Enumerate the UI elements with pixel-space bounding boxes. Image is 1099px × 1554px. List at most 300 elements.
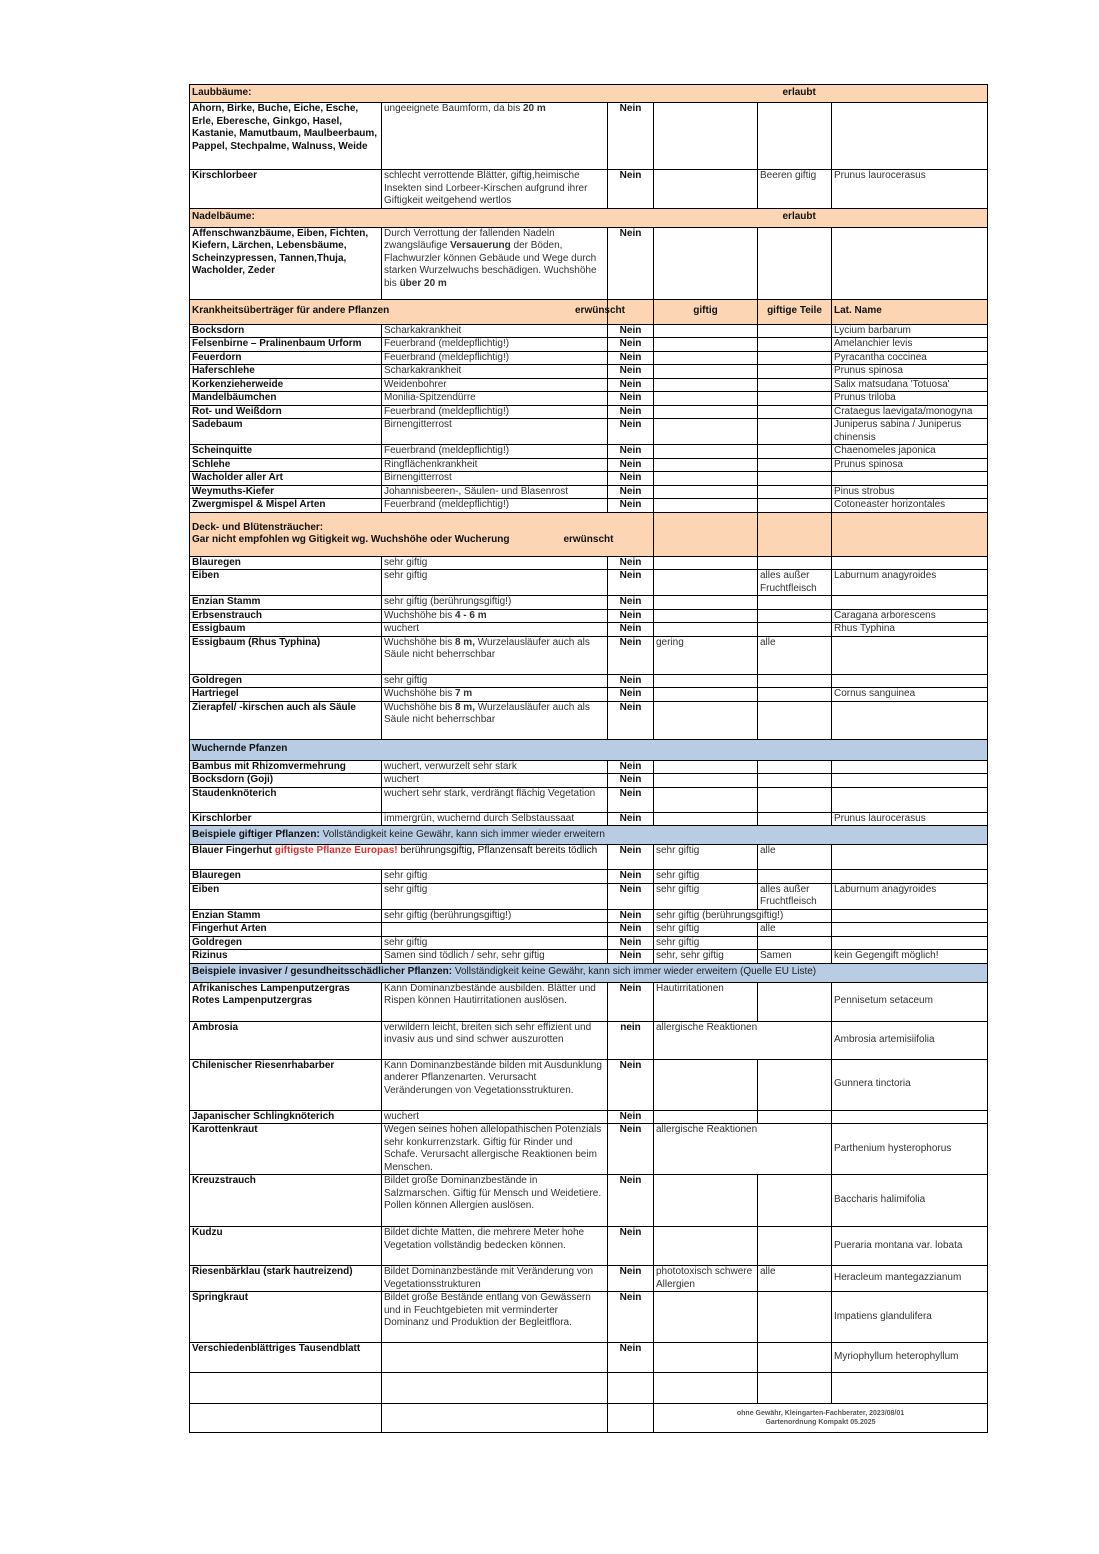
plant-description	[382, 485, 608, 499]
allowed-value: Nein	[608, 499, 654, 513]
toxicity-value: sehr, sehr giftig	[654, 950, 758, 964]
toxic-parts-value	[758, 1292, 832, 1343]
toxic-parts-value: alle	[758, 845, 832, 870]
plant-description	[382, 378, 608, 392]
plant-description	[382, 609, 608, 623]
plant-description	[382, 1266, 608, 1292]
plant-list-table	[189, 84, 988, 1433]
toxicity-value	[654, 701, 758, 739]
allowed-value: Nein	[608, 936, 654, 950]
plant-description	[382, 760, 608, 774]
section-subtitle: Gar nicht empfohlen wg Gitigkeit wg. Wuchshöhe oder Wucherung	[192, 534, 510, 545]
toxicity-value	[654, 351, 758, 365]
plant-name: Kreuzstrauch	[190, 1175, 382, 1227]
plant-name: Korkenzieherweide	[190, 378, 382, 392]
toxicity-value: sehr giftig (berührungsgiftig!)	[654, 909, 832, 923]
plant-name: Hartriegel	[190, 688, 382, 702]
toxic-parts-value: alle	[758, 1266, 832, 1292]
latin-name	[832, 936, 988, 950]
allowed-value: Nein	[608, 870, 654, 884]
plant-name	[190, 845, 608, 870]
plant-row	[190, 392, 988, 406]
latin-name: Baccharis halimifolia	[832, 1175, 988, 1227]
latin-name: Prunus spinosa	[832, 458, 988, 472]
latin-name	[832, 923, 988, 937]
latin-name	[832, 103, 988, 170]
plant-name: Essigbaum (Rhus Typhina)	[190, 636, 382, 674]
footer-line-1: ohne Gewähr, Kleingarten-Fachberater, 2023/08/01	[736, 1410, 905, 1417]
plant-row	[190, 982, 988, 1021]
allowed-value: Nein	[608, 1227, 654, 1266]
latin-name: Heracleum mantegazzianum	[832, 1266, 988, 1292]
plant-name: Felsenbirne – Pralinenbaum Urform	[190, 338, 382, 352]
latin-name: Prunus spinosa	[832, 365, 988, 379]
description-text: verwildern leicht, breiten sich sehr effizient und invasiv aus und sind schwer auszurotten	[384, 1021, 592, 1045]
toxic-parts-value	[758, 1343, 832, 1373]
toxicity-value	[654, 1343, 758, 1373]
plant-name: Eiben	[190, 570, 382, 596]
plant-name: Staudenknöterich	[190, 787, 382, 812]
toxicity-value: sehr giftig	[654, 923, 758, 937]
toxicity-value	[654, 419, 758, 445]
description-text: Kann Dominanzbestände bilden mit Ausdunklung anderer Pflanzenarten. Verursacht Veränderungen von Vegetationsstrukturen.	[384, 1059, 602, 1096]
allowed-value: Nein	[608, 170, 654, 209]
plant-name: Karottenkraut	[190, 1124, 382, 1175]
toxicity-value	[654, 338, 758, 352]
footer-row	[190, 1404, 988, 1433]
description-bold: über 20 m	[399, 277, 447, 289]
toxicity-value	[654, 485, 758, 499]
latin-name	[832, 787, 988, 812]
plant-description	[382, 1021, 608, 1059]
description-text: Birnengitterrost	[384, 472, 452, 483]
plant-row	[190, 570, 988, 596]
plant-row	[190, 1292, 988, 1343]
plant-description	[382, 774, 608, 788]
plant-row	[190, 950, 988, 964]
plant-row	[190, 596, 988, 610]
allowed-value: Nein	[608, 774, 654, 788]
plant-row	[190, 1373, 988, 1404]
description-text: sehr giftig	[384, 883, 428, 895]
toxic-parts-value	[758, 103, 832, 170]
plant-row	[190, 870, 988, 884]
plant-description	[382, 982, 608, 1021]
plant-row	[190, 103, 988, 170]
section-title-text: Laubbäume:	[192, 87, 252, 99]
section-status: erwünscht	[574, 305, 625, 317]
allowed-value: Nein	[608, 324, 654, 338]
section-status: erwünscht	[563, 534, 614, 545]
allowed-value: Nein	[608, 636, 654, 674]
plant-description	[382, 701, 608, 739]
plant-description	[382, 458, 608, 472]
toxic-parts-value: alle	[758, 923, 832, 937]
allowed-value: Nein	[608, 701, 654, 739]
toxicity-value	[654, 609, 758, 623]
toxicity-value	[654, 1110, 758, 1124]
latin-name: Rhus Typhina	[832, 623, 988, 637]
plant-description	[382, 351, 608, 365]
plant-row	[190, 1110, 988, 1124]
description-bold: 20 m	[522, 103, 546, 114]
toxicity-value	[654, 1373, 758, 1404]
section-status: erlaubt	[782, 87, 816, 99]
description-text: Wuchshöhe bis	[384, 701, 455, 713]
plant-name: Chilenischer Riesenrhabarber	[190, 1059, 382, 1110]
description-text: ungeeignete Baumform, da bis	[384, 103, 523, 114]
latin-name	[832, 909, 988, 923]
plant-row	[190, 636, 988, 674]
allowed-value: Nein	[608, 227, 654, 299]
plant-row	[190, 419, 988, 445]
toxicity-value: sehr giftig	[654, 870, 758, 884]
section-header	[190, 299, 988, 324]
allowed-value: Nein	[608, 1343, 654, 1373]
toxic-parts-value	[758, 870, 832, 884]
footer-empty-cell	[608, 1404, 654, 1433]
toxic-parts-value	[758, 982, 832, 1021]
latin-name: Pinus strobus	[832, 485, 988, 499]
toxicity-value	[654, 1292, 758, 1343]
allowed-value: Nein	[608, 378, 654, 392]
toxic-parts-value	[758, 623, 832, 637]
toxicity-value	[654, 378, 758, 392]
allowed-value: Nein	[608, 812, 654, 826]
toxic-parts-value: alles außer Fruchtfleisch	[758, 570, 832, 596]
plant-warning-text: giftigste Pflanze Europas!	[274, 845, 398, 856]
toxicity-value	[654, 170, 758, 209]
description-text: Monilia-Spitzendürre	[384, 392, 476, 403]
plant-description	[382, 419, 608, 445]
latin-name	[832, 596, 988, 610]
latin-name	[832, 1110, 988, 1124]
plant-description	[382, 1292, 608, 1343]
plant-row	[190, 883, 988, 909]
toxicity-value	[654, 392, 758, 406]
allowed-value: Nein	[608, 445, 654, 459]
toxicity-value: sehr giftig	[654, 883, 758, 909]
toxic-parts-value	[758, 774, 832, 788]
plant-name: Ahorn, Birke, Buche, Eiche, Esche, Erle, Eberesche, Ginkgo, Hasel, Kastanie, Mamutbaum, Maulbeerbaum, Pappel, Stechpalme, Walnuss, Weide	[190, 103, 382, 170]
section-title-text: Krankheitsüberträger für andere Pflanzen	[192, 305, 390, 317]
description-bold: Versauerung	[450, 240, 511, 251]
description-bold: 8 m,	[454, 636, 475, 648]
section-title	[190, 512, 654, 556]
description-text: Wuchshöhe bis	[384, 636, 455, 648]
plant-row	[190, 458, 988, 472]
allowed-value: Nein	[608, 1175, 654, 1227]
plant-row	[190, 378, 988, 392]
toxic-parts-value	[758, 324, 832, 338]
toxicity-value	[654, 1059, 758, 1110]
toxicity-value	[654, 556, 758, 570]
plant-name: Zwergmispel & Mispel Arten	[190, 499, 382, 513]
allowed-value: Nein	[608, 485, 654, 499]
toxicity-value: gering	[654, 636, 758, 674]
latin-name: Prunus triloba	[832, 392, 988, 406]
plant-name: Scheinquitte	[190, 445, 382, 459]
description-text: Johannisbeeren-, Säulen- und Blasenrost	[384, 485, 569, 497]
plant-name: Springkraut	[190, 1292, 382, 1343]
toxic-parts-value: Samen	[758, 950, 832, 964]
plant-name: Bocksdorn (Goji)	[190, 774, 382, 788]
description-text: sehr giftig	[384, 556, 428, 568]
plant-name: Weymuths-Kiefer	[190, 485, 382, 499]
allowed-value: Nein	[608, 570, 654, 596]
plant-row	[190, 351, 988, 365]
section-note: Vollständigkeit keine Gewähr, kann sich immer wieder erweitern	[319, 828, 605, 840]
plant-name: Enzian Stamm	[190, 909, 382, 923]
plant-row	[190, 338, 988, 352]
toxic-parts-value	[758, 405, 832, 419]
toxic-parts-value	[758, 499, 832, 513]
toxic-parts-value: alles außer Fruchtfleisch	[758, 883, 832, 909]
toxic-parts-value	[758, 674, 832, 688]
plant-list-body	[190, 85, 988, 1433]
plant-row	[190, 1021, 988, 1059]
column-header-toxic: giftig	[654, 299, 758, 324]
section-note: Vollständigkeit keine Gewähr, kann sich immer wieder erweitern (Quelle EU Liste)	[452, 966, 817, 978]
toxicity-value	[654, 499, 758, 513]
description-text: Wuchshöhe bis	[384, 688, 455, 699]
toxicity-value: allergische Reaktionen	[654, 1124, 832, 1175]
allowed-value: Nein	[608, 1292, 654, 1343]
plant-row	[190, 324, 988, 338]
toxic-parts-value	[758, 445, 832, 459]
allowed-value	[608, 1373, 654, 1404]
toxic-parts-value	[758, 609, 832, 623]
toxic-parts-value	[758, 378, 832, 392]
toxicity-value	[654, 674, 758, 688]
allowed-value: nein	[608, 1021, 654, 1059]
plant-name: Wacholder aller Art	[190, 472, 382, 486]
toxicity-value	[654, 596, 758, 610]
plant-name: Essigbaum	[190, 623, 382, 637]
latin-name: Pueraria montana var. lobata	[832, 1227, 988, 1266]
plant-name: Rot- und Weißdorn	[190, 405, 382, 419]
latin-name: Cornus sanguinea	[832, 688, 988, 702]
toxic-parts-value	[758, 392, 832, 406]
plant-name: Riesenbärklau (stark hautreizend)	[190, 1266, 382, 1292]
description-text: Feuerbrand (meldepflichtig!)	[384, 499, 510, 510]
section-title-text: Deck- und Blütensträucher:	[192, 521, 324, 533]
toxicity-value	[654, 1175, 758, 1227]
plant-name: Kirschlorber	[190, 812, 382, 826]
latin-name: Pennisetum setaceum	[832, 982, 988, 1021]
allowed-value: Nein	[608, 1124, 654, 1175]
allowed-value: Nein	[608, 556, 654, 570]
section-title-text: Beispiele invasiver / gesundheitsschädlicher Pflanzen:	[192, 966, 453, 978]
plant-name: Kirschlorbeer	[190, 170, 382, 209]
plant-description	[382, 170, 608, 209]
plant-row	[190, 556, 988, 570]
plant-description	[382, 909, 608, 923]
description-text: Birnengitterrost	[384, 419, 452, 430]
plant-description	[382, 870, 608, 884]
toxicity-value	[654, 1227, 758, 1266]
allowed-value: Nein	[608, 472, 654, 486]
section-title	[190, 208, 988, 227]
latin-name: Crataegus laevigata/monogyna	[832, 405, 988, 419]
latin-name: Prunus laurocerasus	[832, 170, 988, 209]
plant-description	[382, 1175, 608, 1227]
latin-name	[832, 870, 988, 884]
plant-description	[382, 570, 608, 596]
plant-description	[382, 596, 608, 610]
footer-line-2: Gartenordnung Kompakt 05.2025	[765, 1419, 876, 1426]
allowed-value: Nein	[608, 1266, 654, 1292]
column-header-latin-name: Lat. Name	[832, 299, 988, 324]
plant-row	[190, 1343, 988, 1373]
toxicity-value: Hautirritationen	[654, 982, 758, 1021]
latin-name: Salix matsudana 'Totuosa'	[832, 378, 988, 392]
description-text: Bildet große Bestände entlang von Gewässern und in Feuchtgebieten mit verminderter Dominanz und Produktion der Begleitflora.	[384, 1292, 591, 1328]
toxicity-value	[654, 103, 758, 170]
plant-description	[382, 338, 608, 352]
latin-name: Parthenium hysterophorus	[832, 1124, 988, 1175]
description-text: wuchert sehr stark, verdrängt flächig Vegetation	[384, 787, 596, 799]
toxic-parts-value	[758, 1227, 832, 1266]
plant-name: Bocksdorn	[190, 324, 382, 338]
toxic-parts-value	[758, 419, 832, 445]
plant-row	[190, 812, 988, 826]
plant-name: Feuerdorn	[190, 351, 382, 365]
description-text: Feuerbrand (meldepflichtig!)	[384, 405, 510, 417]
latin-name: kein Gegengift möglich!	[832, 950, 988, 964]
plant-description	[382, 936, 608, 950]
description-text: Bildet große Dominanzbestände in Salzmarschen. Giftig für Mensch und Weidetiere. Pollen können Allergien auslösen.	[384, 1175, 602, 1211]
plant-description	[382, 1343, 608, 1373]
plant-description	[382, 103, 608, 170]
description-text: sehr giftig	[384, 870, 428, 881]
allowed-value: Nein	[608, 982, 654, 1021]
plant-name: Mandelbäumchen	[190, 392, 382, 406]
latin-name: Myriophyllum heterophyllum	[832, 1343, 988, 1373]
toxicity-value	[654, 365, 758, 379]
allowed-value: Nein	[608, 419, 654, 445]
toxic-parts-value	[758, 351, 832, 365]
description-text: Feuerbrand (meldepflichtig!)	[384, 351, 510, 363]
plant-row	[190, 688, 988, 702]
description-bold: 4 - 6 m	[454, 609, 487, 621]
plant-description	[382, 472, 608, 486]
plant-row	[190, 170, 988, 209]
latin-name: Prunus laurocerasus	[832, 812, 988, 826]
plant-description	[382, 405, 608, 419]
plant-description	[382, 365, 608, 379]
allowed-value: Nein	[608, 787, 654, 812]
section-header	[190, 85, 988, 103]
plant-row	[190, 787, 988, 812]
description-text: Feuerbrand (meldepflichtig!)	[384, 445, 510, 456]
latin-name	[832, 636, 988, 674]
plant-row	[190, 472, 988, 486]
plant-row	[190, 909, 988, 923]
plant-row	[190, 405, 988, 419]
section-header	[190, 739, 988, 760]
plant-name: Blauregen	[190, 870, 382, 884]
plant-description	[382, 1110, 608, 1124]
toxicity-value	[654, 787, 758, 812]
latin-name	[832, 556, 988, 570]
description-text: Scharkakrankheit	[384, 365, 462, 376]
plant-row	[190, 445, 988, 459]
section-title-text: Nadelbäume:	[192, 211, 255, 223]
toxicity-value	[654, 472, 758, 486]
toxic-parts-value	[758, 338, 832, 352]
latin-name	[832, 1373, 988, 1404]
plant-name: Eiben	[190, 883, 382, 909]
description-text: Durch Verrottung der fallenden Nadeln zwangsläufige	[384, 227, 555, 251]
latin-name	[832, 774, 988, 788]
section-header	[190, 512, 988, 556]
description-continued: der Böden, Flachwurzler können Gebäude und Wege durch starken Wurzelwuchs beschädigen. Wuchshöhe bis	[384, 240, 597, 289]
toxic-parts-value	[758, 688, 832, 702]
description-text: Scharkakrankheit	[384, 324, 462, 336]
toxicity-value	[654, 688, 758, 702]
description-bold: 8 m,	[454, 701, 475, 713]
plant-name: Fingerhut Arten	[190, 923, 382, 937]
latin-name: Lycium barbarum	[832, 324, 988, 338]
plant-name	[190, 1373, 382, 1404]
toxicity-value	[654, 458, 758, 472]
description-continued: Wurzelausläufer auch als Säule nicht beherrschbar	[384, 701, 590, 725]
plant-row	[190, 774, 988, 788]
toxicity-value	[654, 324, 758, 338]
description-text: wuchert	[384, 623, 420, 634]
description-continued: Wurzelausläufer auch als Säule nicht beherrschbar	[384, 636, 590, 660]
plant-name-text: Blauer Fingerhut	[192, 845, 275, 856]
plant-description	[382, 324, 608, 338]
allowed-value: Nein	[608, 923, 654, 937]
allowed-value: Nein	[608, 338, 654, 352]
toxic-parts-value	[758, 556, 832, 570]
plant-description	[382, 1059, 608, 1110]
toxic-parts-value	[758, 458, 832, 472]
toxicity-value: allergische Reaktionen	[654, 1021, 832, 1059]
section-title	[190, 739, 988, 760]
latin-name: Amelanchier levis	[832, 338, 988, 352]
description-text: sehr giftig	[384, 570, 428, 581]
plant-row	[190, 936, 988, 950]
allowed-value: Nein	[608, 623, 654, 637]
allowed-value: Nein	[608, 405, 654, 419]
section-title	[190, 85, 988, 103]
plant-row	[190, 701, 988, 739]
latin-name	[832, 701, 988, 739]
description-text: wuchert	[384, 774, 420, 785]
latin-name: Chaenomeles japonica	[832, 445, 988, 459]
section-title	[190, 826, 988, 845]
section-header	[190, 208, 988, 227]
plant-description	[382, 1373, 608, 1404]
toxicity-value	[654, 405, 758, 419]
description-text: Wegen seines hohen allelopathischen Potenzials sehr konkurrenzstark. Giftig für Rinder und Schafe. Verursacht allergische Reaktionen beim Menschen.	[384, 1124, 602, 1173]
toxicity-value: sehr giftig	[654, 936, 758, 950]
allowed-value: Nein	[608, 760, 654, 774]
latin-name	[832, 227, 988, 299]
plant-description	[382, 1124, 608, 1175]
toxicity-value	[654, 760, 758, 774]
plant-name: Goldregen	[190, 936, 382, 950]
toxic-parts-value	[758, 760, 832, 774]
toxic-parts-value	[758, 596, 832, 610]
plant-name: Zierapfel/ -kirschen auch als Säule	[190, 701, 382, 739]
plant-name: Erbsenstrauch	[190, 609, 382, 623]
plant-description	[382, 812, 608, 826]
description-text: Weidenbohrer	[384, 378, 447, 390]
